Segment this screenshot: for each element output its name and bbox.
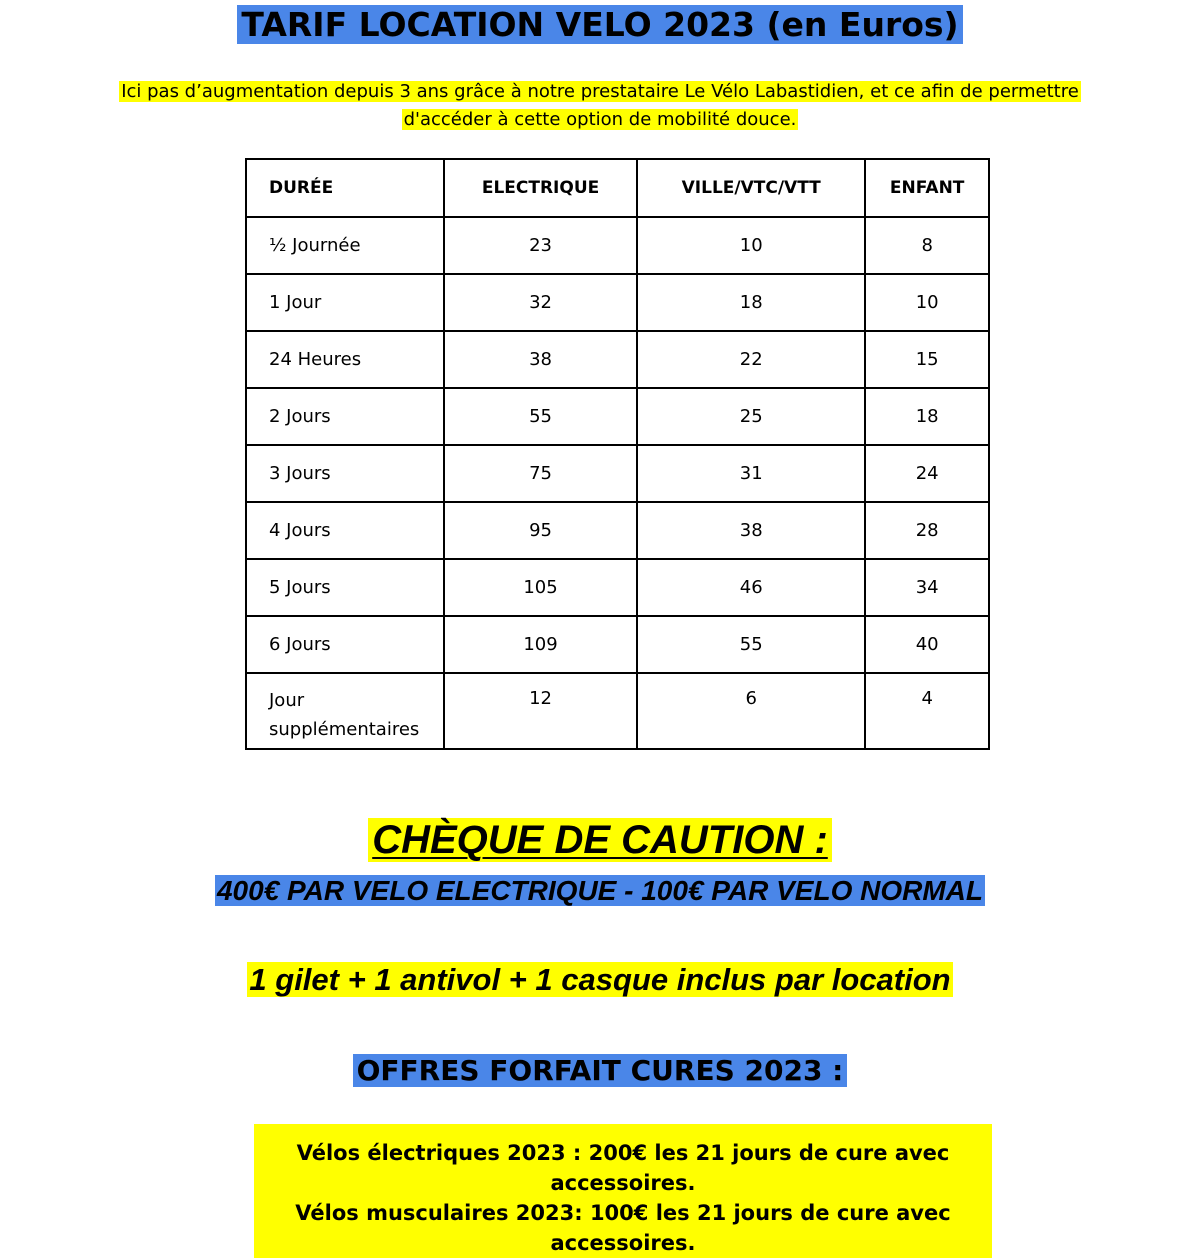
cell-enfant: 34 [865,559,989,616]
cell-ville: 55 [637,616,865,673]
cell-duration: 24 Heures [246,331,444,388]
cell-electrique: 109 [444,616,637,673]
cell-electrique: 95 [444,502,637,559]
cell-duration: 5 Jours [246,559,444,616]
cell-enfant: 24 [865,445,989,502]
cell-duration: 2 Jours [246,388,444,445]
offers-list [254,1124,992,1258]
offers-heading [0,1050,1200,1092]
cell-ville: 22 [637,331,865,388]
cell-ville: 31 [637,445,865,502]
cell-ville: 6 [637,673,865,749]
cell-ville: 25 [637,388,865,445]
cell-duration: 4 Jours [246,502,444,559]
cell-duration: ½ Journée [246,217,444,274]
table-row-extra-day [246,673,989,749]
table-row [246,331,989,388]
intro-line-2: d'accéder à cette option de mobilité douce. [403,109,797,130]
price-table [245,158,990,750]
caution-heading-text: CHÈQUE DE CAUTION : [368,818,832,862]
included-accessories [0,960,1200,1000]
cell-duration: 3 Jours [246,445,444,502]
cell-enfant: 8 [865,217,989,274]
cell-electrique: 105 [444,559,637,616]
table-row [246,616,989,673]
included-accessories-text: 1 gilet + 1 antivol + 1 casque inclus par location [249,962,951,997]
page-title [0,2,1200,48]
offer-item-muscular: Vélos musculaires 2023: 100€ les 21 jours de cure avec accessoires. [295,1201,951,1255]
cell-enfant: 4 [865,673,989,749]
caution-heading [0,815,1200,865]
cell-electrique: 38 [444,331,637,388]
extra-day-label-line-1: Jour [269,690,305,711]
table-row [246,559,989,616]
cell-electrique: 75 [444,445,637,502]
cell-enfant: 18 [865,388,989,445]
header-ville: VILLE/VTC/VTT [637,159,865,217]
table-row [246,274,989,331]
table-row [246,445,989,502]
table-row [246,502,989,559]
cell-electrique: 55 [444,388,637,445]
extra-day-label-line-2: supplémentaires [269,719,420,740]
table-row [246,217,989,274]
cell-duration: 6 Jours [246,616,444,673]
table-body [246,217,989,749]
cell-duration: 1 Jour [246,274,444,331]
cell-enfant: 15 [865,331,989,388]
caution-detail-text: 400€ PAR VELO ELECTRIQUE - 100€ PAR VELO NORMAL [216,875,983,906]
cell-enfant: 10 [865,274,989,331]
offers-heading-text: OFFRES FORFAIT CURES 2023 : [353,1054,848,1087]
page-title-text: TARIF LOCATION VELO 2023 (en Euros) [237,5,962,44]
table-row [246,388,989,445]
cell-enfant: 40 [865,616,989,673]
header-enfant: ENFANT [865,159,989,217]
cell-duration [246,673,444,749]
table-header-row [246,159,989,217]
cell-electrique: 23 [444,217,637,274]
header-duree: DURÉE [246,159,444,217]
cell-ville: 10 [637,217,865,274]
intro-text [0,78,1200,134]
offer-item-electric: Vélos électriques 2023 : 200€ les 21 jours de cure avec accessoires. [296,1141,950,1195]
cell-electrique: 32 [444,274,637,331]
caution-detail [0,873,1200,909]
intro-line-1: Ici pas d’augmentation depuis 3 ans grâce à notre prestataire Le Vélo Labastidien, et ce afin de permettre [121,81,1079,102]
cell-ville: 46 [637,559,865,616]
header-electrique: ELECTRIQUE [444,159,637,217]
cell-ville: 38 [637,502,865,559]
cell-ville: 18 [637,274,865,331]
cell-electrique: 12 [444,673,637,749]
cell-enfant: 28 [865,502,989,559]
